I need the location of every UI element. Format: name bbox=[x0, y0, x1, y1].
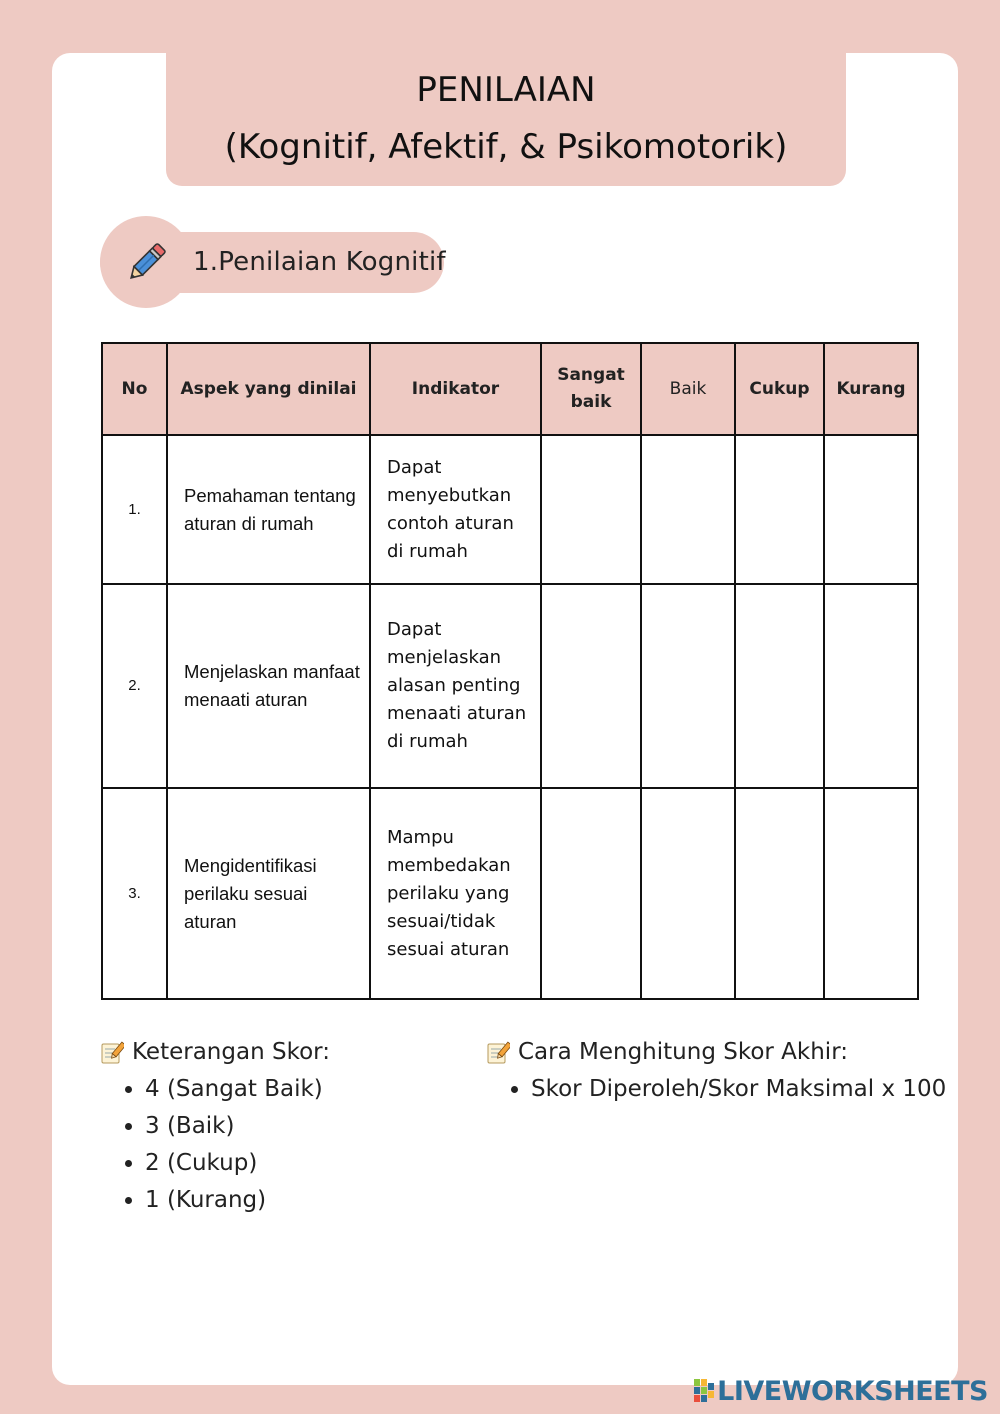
header-cukup: Cukup bbox=[735, 343, 824, 435]
score-cell-baik[interactable] bbox=[641, 788, 735, 999]
keterangan-title: Keterangan Skor: bbox=[132, 1039, 330, 1065]
page-title: PENILAIAN bbox=[416, 70, 596, 110]
score-cell-kurang[interactable] bbox=[824, 584, 918, 788]
table-row bbox=[102, 584, 918, 788]
liveworksheets-wordmark: LIVEWORKSHEETS bbox=[717, 1375, 988, 1407]
score-cell-cukup[interactable] bbox=[735, 435, 824, 584]
header-sangat-baik-line1: Sangat bbox=[557, 365, 625, 385]
list-item: • 3 (Baik) bbox=[145, 1108, 330, 1145]
score-cell-sangat-baik[interactable] bbox=[541, 435, 641, 584]
keterangan-skor bbox=[100, 1034, 330, 1219]
header-aspek: Aspek yang dinilai bbox=[167, 343, 370, 435]
score-cell-sangat-baik[interactable] bbox=[541, 788, 641, 999]
cara-menghitung bbox=[486, 1034, 946, 1108]
row-indikator: Dapat menyebutkan contoh aturan di rumah bbox=[370, 435, 541, 584]
list-item: • 2 (Cukup) bbox=[145, 1145, 330, 1182]
section-title: 1.Penilaian Kognitif bbox=[193, 247, 446, 277]
pencil-icon bbox=[122, 239, 170, 287]
row-number: 3. bbox=[102, 788, 167, 999]
row-indikator: Dapat menjelaskan alasan penting menaati aturan di rumah bbox=[370, 584, 541, 788]
score-cell-kurang[interactable] bbox=[824, 788, 918, 999]
list-item: • Skor Diperoleh/Skor Maksimal x 100 bbox=[531, 1071, 946, 1108]
cara-list bbox=[486, 1071, 946, 1108]
table-row bbox=[102, 435, 918, 584]
table-header-row bbox=[102, 343, 918, 435]
row-aspek: Mengidentifikasi perilaku sesuai aturan bbox=[167, 788, 370, 999]
assessment-table bbox=[101, 342, 919, 1000]
score-cell-kurang[interactable] bbox=[824, 435, 918, 584]
score-cell-baik[interactable] bbox=[641, 584, 735, 788]
row-indikator: Mampu membedakan perilaku yang sesuai/tidak sesuai aturan bbox=[370, 788, 541, 999]
header-kurang: Kurang bbox=[824, 343, 918, 435]
row-aspek: Pemahaman tentang aturan di rumah bbox=[167, 435, 370, 584]
title-banner bbox=[166, 53, 846, 186]
cara-title: Cara Menghitung Skor Akhir: bbox=[518, 1039, 848, 1065]
list-item: • 4 (Sangat Baik) bbox=[145, 1071, 330, 1108]
header-sangat-baik-line2: baik bbox=[570, 392, 612, 412]
liveworksheets-logo-icon bbox=[693, 1378, 715, 1404]
header-sangat-baik bbox=[541, 343, 641, 435]
row-number: 2. bbox=[102, 584, 167, 788]
score-cell-cukup[interactable] bbox=[735, 584, 824, 788]
header-baik: Baik bbox=[641, 343, 735, 435]
memo-icon bbox=[100, 1041, 124, 1065]
memo-icon bbox=[486, 1041, 510, 1065]
keterangan-list bbox=[100, 1071, 330, 1219]
row-aspek: Menjelaskan manfaat menaati aturan bbox=[167, 584, 370, 788]
header-indikator: Indikator bbox=[370, 343, 541, 435]
row-number: 1. bbox=[102, 435, 167, 584]
score-cell-cukup[interactable] bbox=[735, 788, 824, 999]
liveworksheets-logo bbox=[693, 1376, 988, 1406]
header-no: No bbox=[102, 343, 167, 435]
score-cell-baik[interactable] bbox=[641, 435, 735, 584]
table-row bbox=[102, 788, 918, 999]
page-subtitle: (Kognitif, Afektif, & Psikomotorik) bbox=[224, 127, 788, 167]
list-item: • 1 (Kurang) bbox=[145, 1182, 330, 1219]
score-cell-sangat-baik[interactable] bbox=[541, 584, 641, 788]
